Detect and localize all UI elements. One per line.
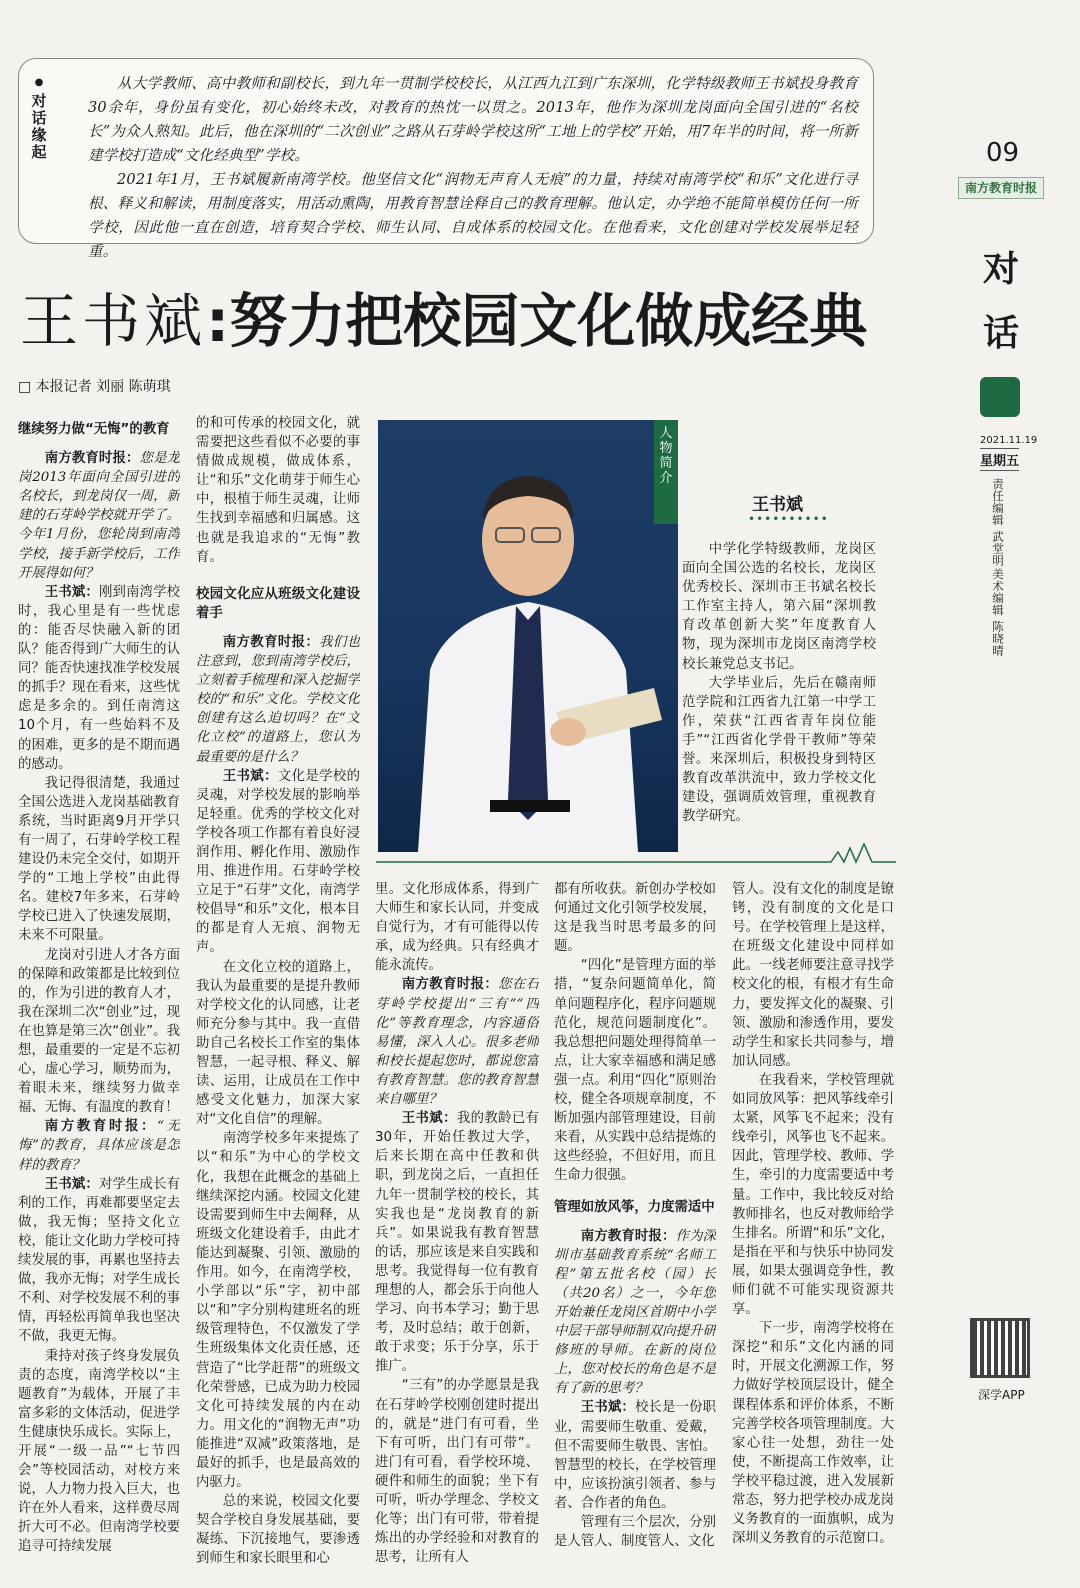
article-column-5: [732, 880, 894, 1584]
answer-text: 在文化立校的道路上，我认为最重要的是提升教师对学校文化的认同感，让老师充分参与其中。我一直借助自己名校长工作室的集体智慧，一起寻根、释义、解读、运用，让成员在工作中感受文化魅力，加深大家对“文化自信”的理解。: [196, 959, 360, 1128]
speaker-label: 南方教育时报：: [222, 634, 320, 650]
answer-text: 我记得很清楚，我通过全国公选进入龙岗基础教育系统，当时距离9月开学只有一周了，石芽岭学校工程建设仍未完全交付，如期开学的“工地上学校”由此得名。建校7年多来，石芽岭学校已进入了快速发展期，未来不可限量。: [18, 775, 180, 944]
intro-text: [88, 72, 858, 264]
answer-text: 都有所收获。新创办学校如何通过文化引领学校发展，这是我当时思考最多的问题。: [554, 882, 716, 955]
question-text: 作为深圳市基础教育系统“名师工程”第五批名校（园）长（共20名）之一，今年您开始兼任龙岗区首期中小学中层干部导师制双向提升研修班的导师。在新的岗位上，您对校长的角色是不是有了新的思考？: [554, 1228, 716, 1397]
paper-logo: 南方教育时报: [958, 177, 1044, 199]
answer-text: 文化是学校的灵魂，对学校发展的影响举足轻重。优秀的学校文化对学校各项工作都有着良好浸润作用、孵化作用、激励作用、推进作用。石芽岭学校立足于“石芽”文化，南湾学校倡导“和乐”文化，根本目的都是育人无痕、润物无声。: [196, 768, 360, 956]
speaker-label: 南方教育时报：: [401, 977, 499, 993]
article-column-3: [375, 880, 539, 1584]
intro-tab-label: [30, 74, 48, 161]
article-column-1: [18, 414, 180, 1584]
article-column-4: [554, 880, 716, 1584]
answer-text: 里。文化形成体系，得到广大师生和家长认同，并变成自觉行为，才有可能得以传承，成为经典。只有经典才能永流传。: [375, 882, 539, 974]
wave-divider: [376, 840, 896, 866]
section-title: 对话: [982, 249, 1019, 354]
answer-text: 我的教龄已有30年，开始任教过大学，后来长期在高中任教和供职，到龙岗之后，一直担任九年一贯制学校的校长，其实我也是“龙岗教育的新兵”。如果说我有教育智慧的话，那应该是来自实践和思考。我觉得每一位有教育理想的人，都会乐于向他人学习、向书本学习；勤于思考，及时总结；敢于创新，敢于求变；乐于分享，乐于推广。: [375, 1111, 539, 1375]
answer-text: 下一步，南湾学校将在深挖“和乐”文化内涵的同时，开展文化溯源工作，努力做好学校顶层设计，健全课程体系和评价体系，不断完善学校各项管理制度。大家心往一处想，劲往一处使，不断提高工作效率，让学校平稳过渡，进入发展新常态，努力把学校办成龙岗义务教育的一面旗帜，成为深圳义务教育的示范窗口。: [732, 1321, 894, 1547]
headline-title: 努力把校园文化做成经典: [229, 287, 868, 355]
speaker-label: 王书斌：: [222, 768, 278, 784]
subheading-2: 校园文化应从班级文化建设着手: [196, 586, 360, 621]
answer-text: 校长是一份职业，需要师生敬重、爱戴，但不需要师生敬畏、害怕。智慧型的校长，在学校管理中，应该扮演引领者、参与者、合作者的角色。: [554, 1400, 716, 1511]
subheading-1: 继续努力做“无悔”的教育: [18, 422, 170, 437]
question-text: 我们也注意到，您到南湾学校后，立刻着手梳理和深入挖掘学校的“和乐”文化。学校文化创建有这么迫切吗？在“文化立校”的道路上，您认为最重要的是什么？: [196, 634, 360, 765]
portrait-photo: [378, 420, 678, 852]
section-color-block: [980, 377, 1020, 417]
answer-text: 在我看来，学校管理就如同放风筝：把风筝线牵引太紧，风筝飞不起来；没有线牵引，风筝也飞不起来。因此，管理学校、教师、学生，牵引的力度需要适中考量。工作中，我比较反对给教师排名，也反对教师给学生排名。所谓“和乐”文化，是指在平和与快乐中协同发展，如果太强调竞争性，教师们就不可能实现资源共享。: [732, 1072, 894, 1318]
byline: □ 本报记者 刘丽 陈萌琪: [18, 379, 171, 395]
page-number: 09: [986, 138, 1020, 168]
profile-name: 王书斌: [752, 495, 803, 515]
speaker-label: 王书斌：: [44, 1176, 99, 1192]
answer-text: “三有”的办学愿景是我在石芽岭学校刚创建时提出的，就是“进门有可看，坐下有可听，出门有可带”。进门有可看，看学校环境、硬件和师生的面貌；坐下有可听，听办学理念、学校文化等；出门有可带，带着提炼出的办学经验和对教育的思考，让所有人: [375, 1378, 539, 1566]
editor-credit: 责任编辑 武堂明: [991, 478, 1005, 567]
intro-paragraph-1: 从大学教师、高中教师和副校长，到九年一贯制学校校长，从江西九江到广东深圳，化学特级教师王书斌投身教育30余年，身份虽有变化，初心始终未改，对教育的热忱一以贯之。2013年，他作为深圳龙岗面向全国引进的“名校长”为众人熟知。此后，他在深圳的“二次创业”之路从石芽岭学校这所“工地上的学校”开始，用7年半的时间，将一所新建学校打造成“文化经典型”学校。: [88, 76, 858, 164]
speaker-label: 南方教育时报：: [44, 451, 140, 467]
issue-weekday: 星期五: [980, 448, 1019, 471]
answer-text: 的和可传承的校园文化，就需要把这些看似不必要的事情做成规模，做成体系，让“和乐”文化萌芽于师生心中，根植于师生灵魂，让师生找到幸福感和归属感。这也就是我追求的“无悔”教育。: [196, 416, 360, 565]
bullet-dot: ●: [34, 77, 44, 88]
profile-text: [682, 540, 876, 826]
answer-text: 管人。没有文化的制度是镣铐，没有制度的文化是口号。在学校管理上是这样，在班级文化建设中同样如此。一线老师要注意寻找学校文化的根，有根才有生命力，要发挥文化的凝聚、引领、激励和渗透作用，要发动学生和家长共同参与，增加认同感。: [732, 882, 894, 1069]
headline: [20, 286, 867, 356]
article-column-2: [196, 414, 360, 1584]
speaker-label: 南方教育时报：: [580, 1228, 676, 1244]
headline-name: 王书斌: [20, 287, 207, 355]
intro-paragraph-2: 2021年1月，王书斌履新南湾学校。他坚信文化“润物无声育人无痕”的力量，持续对南湾学校“和乐”文化进行寻根、释义和解读，用制度落实，用活动熏陶，用教育智慧诠释自己的教育理解。他认定，办学绝不能简单模仿任何一所学校，因此他一直在创造，培育契合学校、师生认同、自成体系的校园文化。在他看来，文化创建对学校发展举足轻重。: [88, 172, 858, 260]
intro-tab-text: 对话缘起: [31, 92, 47, 161]
answer-text: 管理有三个层次，分别是人管人、制度管人、文化: [554, 1515, 716, 1550]
question-text: “无悔”的教育，具体应该是怎样的教育？: [18, 1119, 180, 1173]
speaker-label: 王书斌：: [401, 1111, 457, 1127]
speaker-label: 王书斌：: [44, 584, 99, 600]
answer-text: 南湾学校多年来提炼了以“和乐”为中心的学校文化，我想在此概念的基础上继续深挖内涵。校园文化建设需要到师生中去阐释，从班级文化建设着手，由此才能达到凝聚、引领、激励的作用。如今，在南湾学校，小学部以“乐”字，初中部以“和”字分别构建班名的班级管理特色，不仅激发了学生班级集体文化责任感，还营造了“比学赶帮”的班级文化荣誉感，已成为助力校园文化可持续发展的内在动力。用文化的“润物无声”功能推进“双减”政策落地，是最好的抓手，也是最高效的内驱力。: [196, 1131, 360, 1491]
subheading-3: 管理如放风筝，力度需适中: [554, 1199, 715, 1215]
answer-text: 龙岗对引进人才各方面的保障和政策都是比较到位的，作为引进的教育人才，我在深圳二次“创业”过，现在也算是第三次“创业”。我想，最重要的一定是不忘初心，虚心学习，顺势而为，着眼未来，继续努力做幸福、无悔、有温度的教育！: [18, 947, 180, 1116]
speaker-label: 王书斌：: [580, 1400, 635, 1416]
profile-divider: ••••••••••: [748, 512, 829, 526]
answer-text: 刚到南湾学校时，我心里是有一些忧虑的：能否尽快融入新的团队？能否得到广大师生的认同？能否快速找准学校发展的抓手？现在看来，这些忧虑是多余的。到任南湾这10个月，有一些始料不及的困难，更多的是不期而遇的感动。: [18, 584, 180, 772]
answer-text: “四化”是管理方面的举措，“复杂问题简单化，简单问题程序化，程序问题规范化，规范问题制度化”。我总想把问题处理得简单一点，让大家幸福感和满足感强一点。利用“四化”原则治校，健全各项规章制度，不断加强内部管理建设，目前来看，从实践中总结提炼的这些经验，不但好用，而且生命力很强。: [554, 958, 716, 1184]
answer-text: 对学生成长有利的工作，再难都要坚定去做，我无悔；坚持文化立校，能让文化助力学校可持续发展的事，再累也坚持去做，我亦无悔；对学生成长不利、对学校发展不利的事情，再轻松再简单我也坚决不做，我更无悔。: [18, 1176, 180, 1345]
headline-colon: :: [206, 287, 230, 355]
app-label: 深学APP: [978, 1388, 1025, 1402]
answer-text: 秉持对孩子终身发展负责的态度，南湾学校以“主题教育”为载体，开展了丰富多彩的文体活动，促进学生健康快乐成长。实际上，开展“一级一品”“七节四会”等校园活动，对校方来说，人力物力投入巨大，也许在外人看来，这样费尽周折大可不必。但南湾学校要追寻可持续发展: [18, 1348, 180, 1555]
profile-paragraph-1: 中学化学特级教师，龙岗区面向全国公选的名校长，龙岗区优秀校长、深圳市王书斌名校长工作室主持人，第六届“深圳教育改革创新大奖”年度教育人物，现为深圳市龙岗区南湾学校校长兼党总支书记。: [682, 542, 876, 672]
issue-date: 2021.11.19: [980, 435, 1038, 446]
profile-paragraph-2: 大学毕业后，先后在赣南师范学院和江西省九江第一中学工作，荣获“江西省青年岗位能手”“江西省化学骨干教师”等荣誉。来深圳后，积极投身到特区教育改革洪流中，致力学校文化建设，强调质效管理，重视教育教学研究。: [682, 675, 876, 825]
answer-text: 总的来说，校园文化要契合学校自身发展基础，要凝练、下沉接地气，要渗透到师生和家长眼里和心: [196, 1494, 360, 1567]
question-text: 您在石芽岭学校提出“三有”“四化”等教育理念，内容通俗易懂，深入人心。很多老师和校长提起您时，都说您富有教育智慧。您的教育智慧来自哪里？: [375, 977, 539, 1108]
qr-code-icon[interactable]: [970, 1318, 1030, 1378]
art-editor-credit: 美术编辑 陈晓晴: [991, 568, 1005, 657]
speaker-label: 南方教育时报：: [44, 1119, 158, 1135]
question-text: 您是龙岗2013年面向全国引进的名校长，到龙岗仅一周，新建的石芽岭学校就开学了。今年1月份，您轮岗到南湾学校，接手新学校后，工作开展得如何？: [18, 451, 180, 581]
profile-tab: 人物简介: [654, 420, 678, 524]
portrait-illustration: [378, 420, 678, 852]
